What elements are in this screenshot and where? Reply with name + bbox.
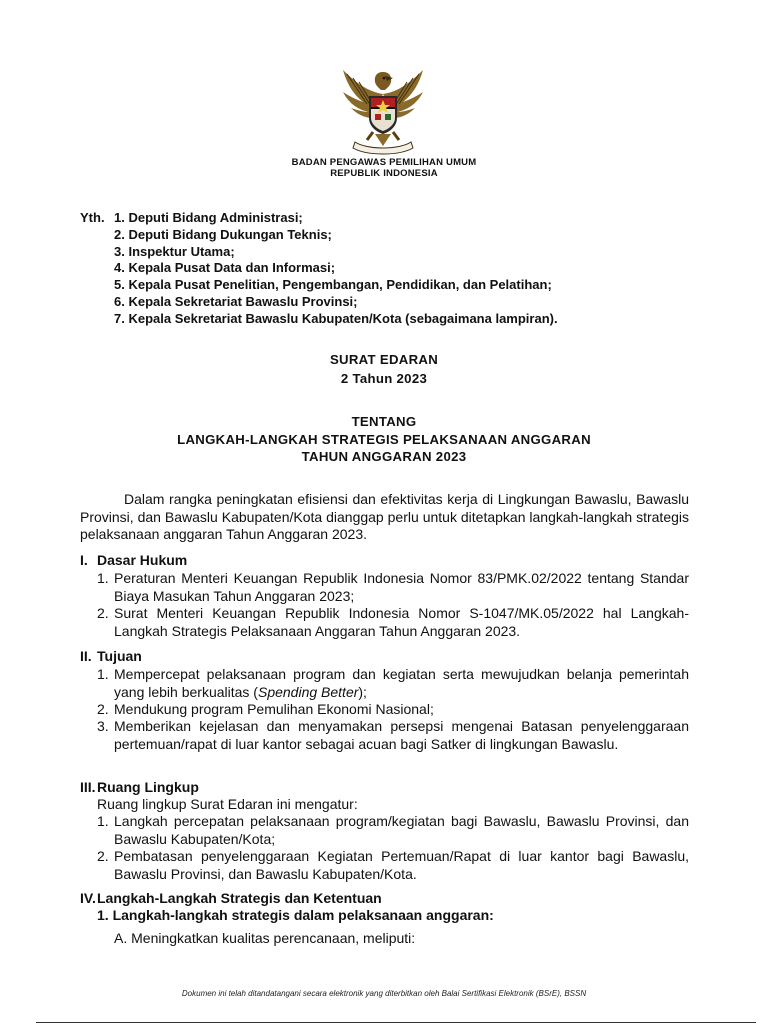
list-item bbox=[97, 701, 689, 719]
list-item bbox=[97, 718, 689, 753]
intro-paragraph: Dalam rangka peningkatan efisiensi dan efektivitas kerja di Lingkungan Bawaslu, Bawaslu Provinsi, dan Bawaslu Kabupaten/Kota dianggap perlu untuk ditetapkan langkah-langkah strategis pelaksanaan anggaran Tahun Anggaran 2023. bbox=[80, 491, 689, 543]
list-number: 1. bbox=[97, 666, 109, 682]
org-name-line1: BADAN PENGAWAS PEMILIHAN UMUM bbox=[291, 157, 477, 168]
list-text bbox=[114, 666, 689, 701]
list-number: 2. bbox=[97, 605, 109, 621]
section-heading bbox=[80, 648, 142, 666]
list-number: 2. bbox=[97, 848, 109, 864]
section-heading bbox=[80, 552, 187, 570]
list-number: 1. bbox=[97, 570, 109, 586]
org-name-line2: REPUBLIK INDONESIA bbox=[330, 168, 438, 179]
recipient-item: 7. Kepala Sekretariat Bawaslu Kabupaten/Kota (sebagaimana lampiran). bbox=[114, 310, 558, 326]
recipient-item: 4. Kepala Pusat Data dan Informasi; bbox=[114, 260, 336, 276]
section-heading bbox=[80, 779, 199, 797]
section-title: Dasar Hukum bbox=[97, 552, 188, 568]
list-text-part: Mempercepat pelaksanaan program dan kegiatan serta mewujudkan belanja pemerintah yang lebih berkualitas ( bbox=[114, 666, 689, 700]
subject-line2: TAHUN ANGGARAN 2023 bbox=[301, 449, 467, 464]
section-intro: Ruang lingkup Surat Edaran ini mengatur: bbox=[97, 796, 358, 812]
list-item bbox=[97, 570, 689, 605]
list-text: Pembatasan penyelenggaraan Kegiatan Pertemuan/Rapat di luar kantor bagi Bawaslu, Bawaslu Provinsi, dan Bawaslu Kabupaten/Kota. bbox=[114, 848, 689, 882]
subject-line1: LANGKAH-LANGKAH STRATEGIS PELAKSANAAN ANGGARAN bbox=[177, 432, 591, 447]
section-title: Tujuan bbox=[97, 648, 142, 664]
section-number: III. bbox=[80, 779, 96, 795]
list-text: Mendukung program Pemulihan Ekonomi Nasional; bbox=[114, 701, 434, 717]
footer-divider bbox=[36, 1022, 756, 1023]
recipient-item: 1. Deputi Bidang Administrasi; bbox=[114, 210, 303, 225]
list-text: Memberikan kejelasan dan menyamakan persepsi mengenai Batasan penyelenggaraan pertemuan/rapat di luar kantor sebagai acuan bagi Satker di lingkungan Bawaslu. bbox=[114, 718, 689, 752]
doc-type-title: SURAT EDARAN bbox=[329, 352, 439, 367]
list-item bbox=[97, 605, 689, 640]
list-text: Peraturan Menteri Keuangan Republik Indonesia Nomor 83/PMK.02/2022 tentang Standar Biaya Masukan Tahun Anggaran 2023; bbox=[114, 570, 689, 604]
list-item bbox=[97, 848, 689, 883]
recipient-item: 3. Inspektur Utama; bbox=[114, 243, 235, 259]
section-number: I. bbox=[80, 552, 88, 568]
list-text-part: ); bbox=[358, 683, 367, 700]
recipient-item: 5. Kepala Pusat Penelitian, Pengembangan, Pendidikan, dan Pelatihan; bbox=[114, 277, 552, 293]
footer-note: Dokumen ini telah ditandatangani secara elektronik yang diterbitkan oleh Balai Sertifikasi Elektronik (BSrE), BSSN bbox=[181, 989, 587, 998]
subsection-item: A. Meningkatkan kualitas perencanaan, meliputi: bbox=[114, 930, 416, 946]
list-number: 3. bbox=[97, 718, 109, 734]
section-number: IV. bbox=[80, 890, 96, 906]
garuda-emblem-icon bbox=[333, 64, 433, 156]
section-heading bbox=[80, 890, 382, 908]
list-number: 1. bbox=[97, 813, 109, 829]
doc-number: 2 Tahun 2023 bbox=[340, 371, 428, 386]
list-item bbox=[97, 813, 689, 848]
about-label: TENTANG bbox=[351, 414, 417, 429]
list-item bbox=[97, 666, 689, 701]
section-title: Langkah-Langkah Strategis dan Ketentuan bbox=[97, 890, 382, 906]
subsection-heading: 1. Langkah-langkah strategis dalam pelaksanaan anggaran: bbox=[97, 907, 494, 923]
list-number: 2. bbox=[97, 701, 109, 717]
recipients-label: Yth. bbox=[80, 210, 105, 225]
recipient-item: 6. Kepala Sekretariat Bawaslu Provinsi; bbox=[114, 293, 358, 309]
list-text-italic: Spending Better bbox=[257, 683, 359, 700]
list-text: Surat Menteri Keuangan Republik Indonesia Nomor S-1047/MK.05/2022 hal Langkah-Langkah Strategis Pelaksanaan Anggaran Tahun Anggaran 2023. bbox=[114, 605, 689, 639]
recipient-item: 2. Deputi Bidang Dukungan Teknis; bbox=[114, 226, 332, 242]
section-title: Ruang Lingkup bbox=[97, 779, 199, 795]
list-text: Langkah percepatan pelaksanaan program/kegiatan bagi Bawaslu, Bawaslu Provinsi, dan Bawaslu Kabupaten/Kota; bbox=[114, 813, 689, 847]
section-number: II. bbox=[80, 648, 92, 664]
recipients-list bbox=[114, 210, 558, 328]
